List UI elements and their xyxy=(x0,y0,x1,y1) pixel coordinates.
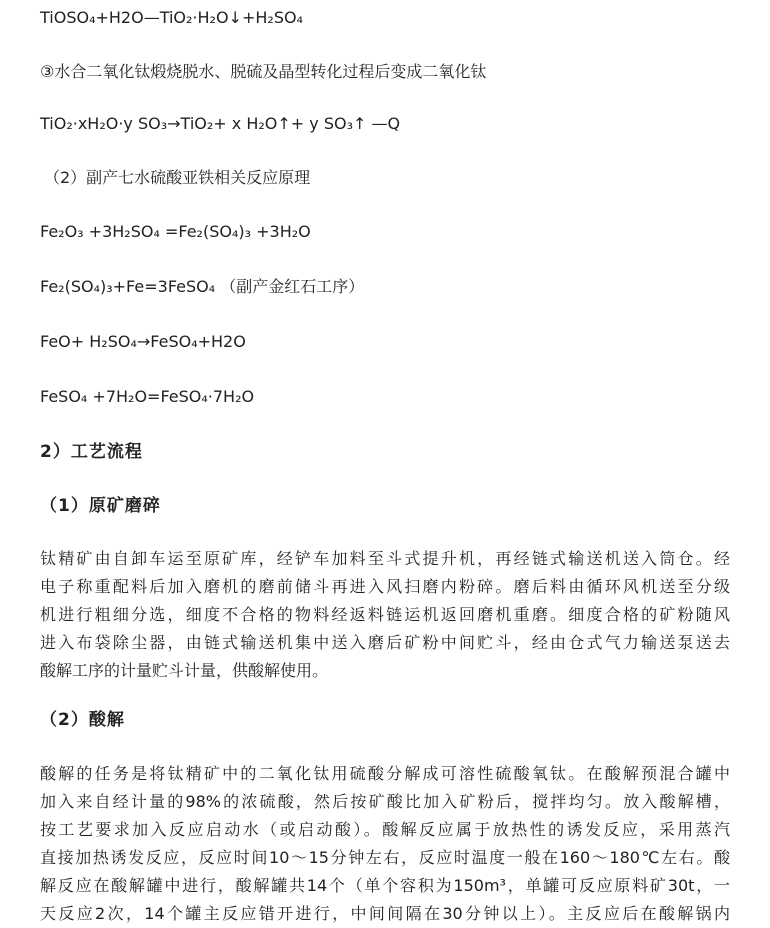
paragraph-line: 进入布袋除尘器，由链式输送机集中送入磨后矿粉中间贮斗，经由仓式气力输送泵送去 xyxy=(40,633,730,652)
paragraph-line: 按工艺要求加入反应启动水（或启动酸）。酸解反应属于放热性的诱发反应，采用蒸汽 xyxy=(40,820,730,839)
paragraph-acidolysis xyxy=(40,760,730,928)
equation-ferric-oxide: Fe₂O₃ +3H₂SO₄ =Fe₂(SO₄)₃ +3H₂O xyxy=(40,222,311,241)
paragraph-line: 酸解的任务是将钛精矿中的二氧化钛用硫酸分解成可溶性硫酸氧钛。在酸解预混合罐中 xyxy=(40,764,730,783)
equation-calcination: TiO₂·xH₂O·y SO₃→TiO₂+ x H₂O↑+ y SO₃↑ —Q xyxy=(40,114,401,133)
paragraph-line: 解反应在酸解罐中进行，酸解罐共14个（单个容积为150m³，单罐可反应原料矿30t，一 xyxy=(40,876,730,895)
paragraph-line: 酸解工序的计量贮斗计量，供酸解使用。 xyxy=(40,661,329,680)
section-heading-ore-grinding: （1）原矿磨碎 xyxy=(40,496,161,516)
paragraph-line: 加入来自经计量的98%的浓硫酸，然后按矿酸比加入矿粉后，搅拌均匀。放入酸解槽， xyxy=(40,792,730,811)
equation-ferrous-oxide: FeO+ H₂SO₄→FeSO₄+H2O xyxy=(40,332,246,351)
paragraph-line: 直接加热诱发反应，反应时间10～15分钟左右，反应时温度一般在160～180℃左右。酸 xyxy=(40,848,730,867)
paragraph-line: 机进行粗细分选，细度不合格的物料经返料链运机返回磨机重磨。细度合格的矿粉随风 xyxy=(40,605,730,624)
equation-heptahydrate: FeSO₄ +7H₂O=FeSO₄·7H₂O xyxy=(40,387,255,406)
subheading-ferrous-sulfate-principles: （2）副产七水硫酸亚铁相关反应原理 xyxy=(44,168,311,187)
section-heading-process-flow: 2）工艺流程 xyxy=(40,442,143,462)
paragraph-line: 钛精矿由自卸车运至原矿库，经铲车加料至斗式提升机，再经链式输送机送入筒仓。经 xyxy=(40,549,730,568)
paragraph-line: 电子称重配料后加入磨机的磨前储斗再进入风扫磨内粉碎。磨后料由循环风机送至分级 xyxy=(40,577,730,596)
equation-titanyl-hydrolysis: TiOSO₄+H2O—TiO₂·H₂O↓+H₂SO₄ xyxy=(40,8,303,27)
equation-ferric-reduction: Fe₂(SO₄)₃+Fe=3FeSO₄ （副产金红石工序） xyxy=(40,277,365,296)
paragraph-line: 天反应2次，14个罐主反应错开进行，中间间隔在30分钟以上）。主反应后在酸解锅内 xyxy=(40,904,730,923)
paragraph-ore-grinding xyxy=(40,545,730,685)
section-heading-acidolysis: （2）酸解 xyxy=(40,710,125,730)
step-3-calcination: ③水合二氧化钛煅烧脱水、脱硫及晶型转化过程后变成二氧化钛 xyxy=(40,62,487,81)
